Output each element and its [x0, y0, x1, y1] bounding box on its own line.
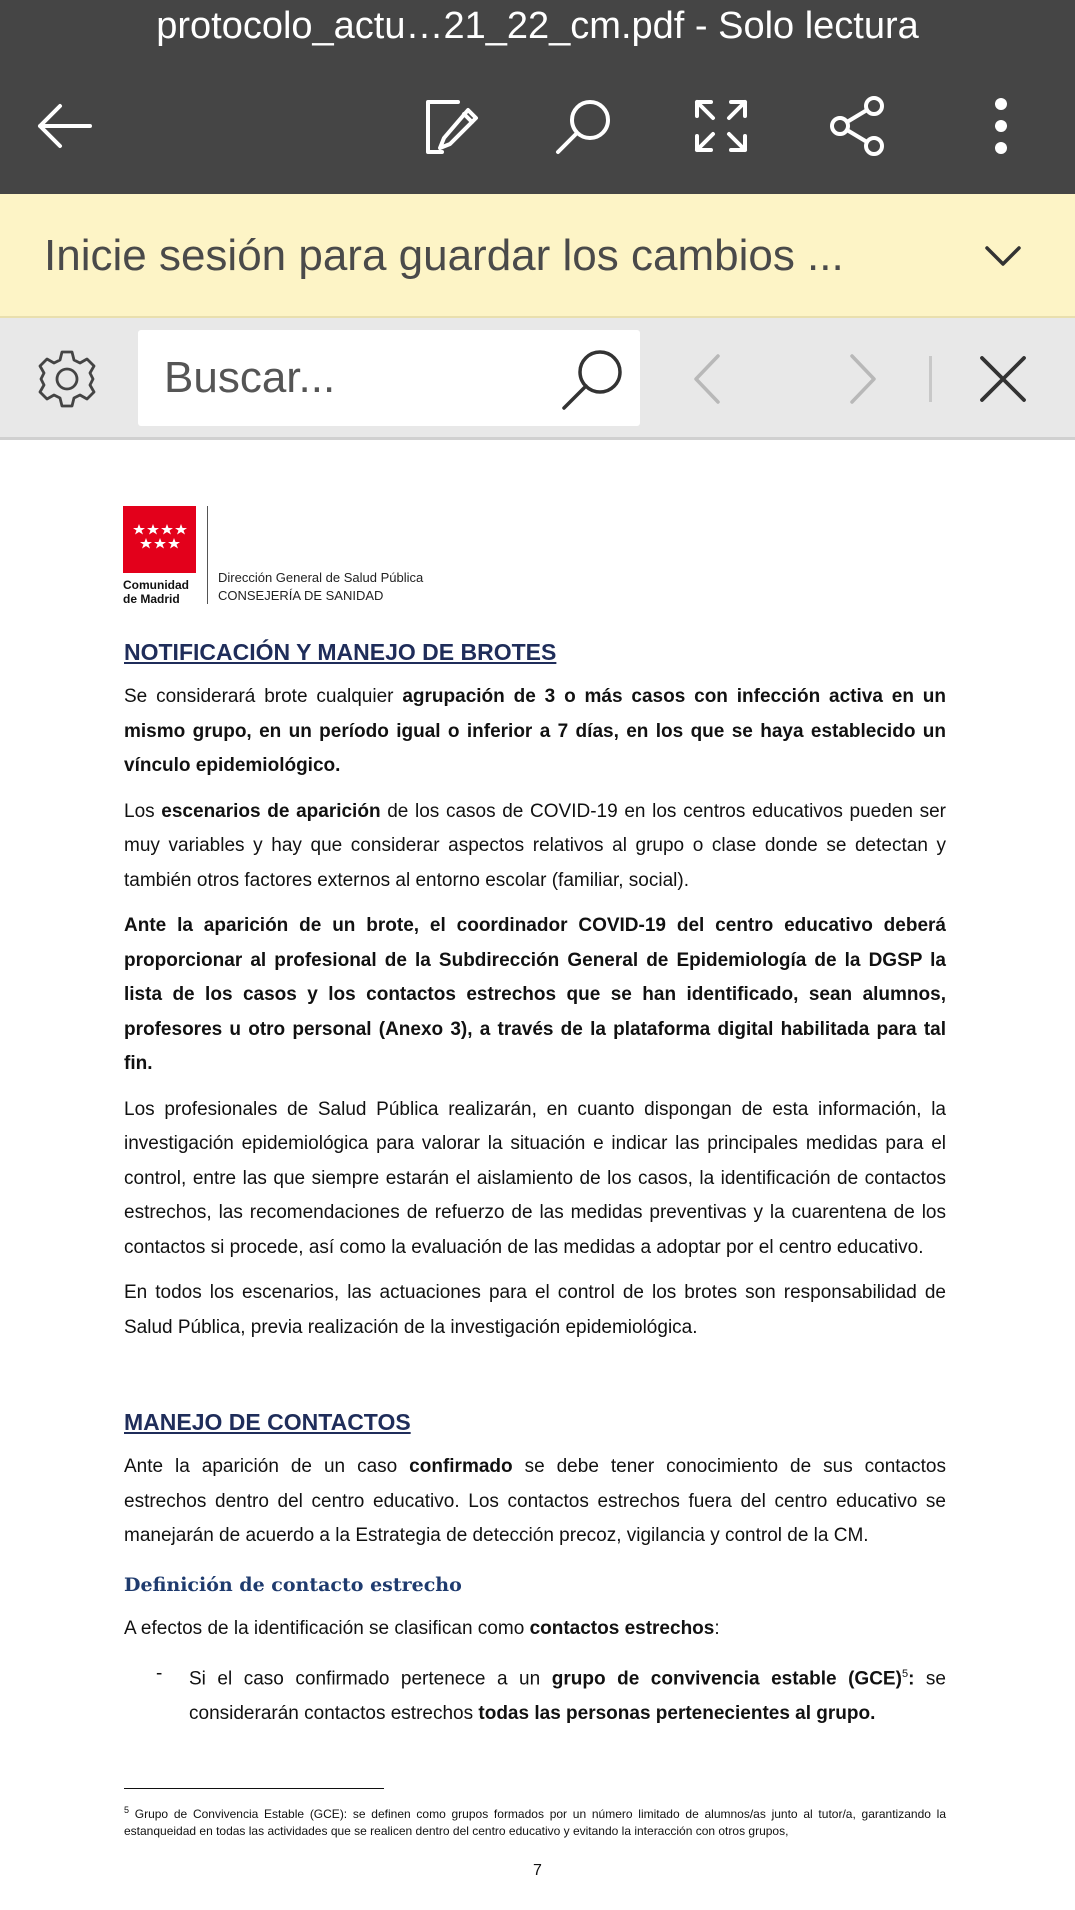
- department-name: Dirección General de Salud Pública: [218, 570, 424, 585]
- subheading-contacto-estrecho: Definición de contacto estrecho: [124, 1573, 462, 1596]
- org-name: Comunidad de Madrid: [123, 578, 189, 606]
- more-vertical-icon[interactable]: [961, 90, 1033, 162]
- search-toolbar: [0, 318, 1075, 440]
- search-icon[interactable]: [548, 90, 620, 162]
- paragraph-7: A efectos de la identificación se clasifican como contactos estrechos:: [124, 1617, 720, 1639]
- paragraph-5: En todos los escenarios, las actuaciones para el control de los brotes son responsabilidad de Salud Pública, previa realización de la investigación epidemiológica.: [124, 1282, 946, 1338]
- back-arrow-icon[interactable]: [28, 90, 100, 162]
- next-result-button[interactable]: [828, 346, 894, 412]
- paragraph-4: Los profesionales de Salud Pública realizarán, en cuanto dispongan de esta información, la investigación epidemiológica para valorar la situación e indicar las principales medidas para el control, entre las que siempre estarán el aislamiento de los casos, la identificación de contactos estrechos, las recomendaciones de refuerzo de las medidas preventivas y la cuarentena de los contactos si procede, así como la evaluación de las medidas a adoptar por el centro educativo.: [124, 1098, 946, 1258]
- document-title: protocolo_actu…21_22_cm.pdf - Solo lectura: [156, 5, 919, 47]
- previous-result-button[interactable]: [676, 346, 742, 412]
- page-content: [124, 632, 946, 1731]
- gear-icon[interactable]: [36, 348, 98, 410]
- list-item: - Si el caso confirmado pertenece a un grupo de convivencia estable (GCE)$^5$: se considerarán contactos estrechos todas las personas pertenecientes al grupo.: [156, 1663, 946, 1724]
- sign-in-banner-text: Inicie sesión para guardar los cambios ...: [44, 231, 844, 280]
- paragraph-6: Ante la aparición de un caso confirmado se debe tener conocimiento de sus contactos estrechos dentro del centro educativo. Los contactos estrechos fuera del centro educativo se manejarán de acuerdo a la Estrategia de detección precoz, vigilancia y control de la CM.: [124, 1456, 946, 1546]
- pdf-page[interactable]: [0, 440, 1075, 1910]
- close-icon[interactable]: [970, 346, 1036, 412]
- edit-pen-icon[interactable]: [414, 90, 486, 162]
- heading-brotes: NOTIFICACIÓN Y MANEJO DE BROTES: [124, 639, 557, 665]
- chevron-down-icon[interactable]: [979, 232, 1027, 280]
- share-icon[interactable]: [822, 90, 894, 162]
- paragraph-1: Se considerará brote cualquier agrupación de 3 o más casos con infección activa en un mismo grupo, en un período igual o inferior a 7 días, en los que se haya establecido un vínculo epidemiológico.: [124, 686, 946, 776]
- fullscreen-icon[interactable]: [685, 90, 757, 162]
- app-bar: [0, 0, 1075, 194]
- logo-divider: [207, 506, 208, 604]
- madrid-flag-icon: [123, 506, 196, 573]
- sign-in-banner[interactable]: [0, 194, 1075, 318]
- footnote-divider: [124, 1788, 384, 1789]
- search-input[interactable]: [138, 330, 538, 426]
- paragraph-3: Ante la aparición de un brote, el coordinador COVID-19 del centro educativo deberá proporcionar al profesional de la Subdirección General de Epidemiología de la DGSP la lista de los casos y los contactos estrechos que se han identificado, sean alumnos, profesores u otro personal (Anexo 3), a través de la plataforma digital habilitada para tal fin.: [124, 915, 946, 1074]
- search-box: [138, 330, 640, 426]
- heading-contactos: MANEJO DE CONTACTOS: [124, 1409, 411, 1435]
- footnote: $^5$ Grupo de Convivencia Estable (GCE): se definen como grupos formados por un número limitado de alumnos/as junto al tutor/a, garantizando la estanqueidad en todas las actividades que se realicen dentro del centro educativo y evitando la interacción con otros grupos,: [124, 1805, 946, 1838]
- ministry-name: CONSEJERÍA DE SANIDAD: [218, 588, 384, 603]
- toolbar-divider: [929, 356, 932, 402]
- paragraph-2: Los escenarios de aparición de los casos de COVID-19 en los centros educativos pueden ser muy variables y hay que considerar aspectos relativos al grupo o clase donde se detectan y también otros factores externos al entorno escolar (familiar, social).: [124, 800, 946, 891]
- search-icon[interactable]: [556, 344, 628, 416]
- page-number: 7: [533, 1862, 542, 1879]
